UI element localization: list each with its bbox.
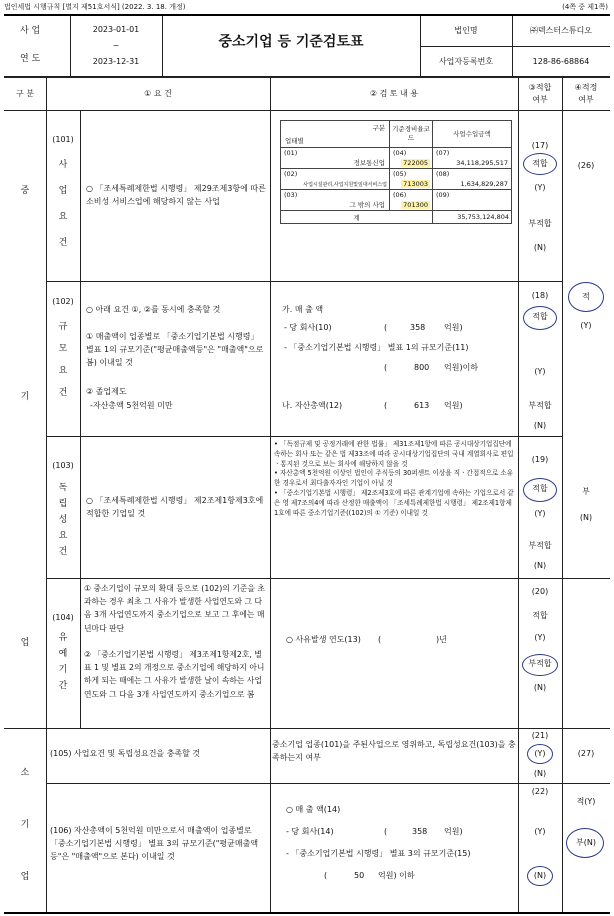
side-label-eop: 업	[20, 638, 30, 648]
unfit-n-21: (N)	[533, 769, 547, 778]
req-102-sales: ① 매출액이 업종별로 「중소기업기본법 시행령」 별표 1의 규모기준("평균매출액등"은 "매출액"으로 봄) 이내일 것	[86, 332, 264, 367]
req-104-1: ① 중소기업이 규모의 확대 등으로 (102)의 기준을 초과하는 경우 최초 그 사유가 발생한 사업연도와 그 다음 3개 사업연도까지 중소기업으로 보고 그 후에는 매년마다 판단	[84, 584, 265, 633]
side-label-eop2: 업	[20, 872, 30, 882]
table-row: (02) 사업시설관리,사업지원및임대서비스업 (05) 713003 (08) 1,634,829,287	[281, 169, 512, 190]
period-start: 2023-01-01	[92, 25, 140, 34]
col-header-fit-2: 여부	[532, 95, 548, 104]
review-105: 중소기업 업종(101)을 주된사업으로 영위하고, 독립성요건(103)을 충족하는지 여부	[272, 740, 516, 762]
page-title: 중소기업 등 기준검토표	[218, 34, 364, 50]
fit-code-22: (22)	[531, 787, 549, 796]
fit-code-21: (21)	[531, 731, 549, 740]
code-104: (104)	[52, 613, 74, 622]
review-102-standard-value: 800	[414, 363, 430, 372]
fit-20: 적합	[532, 611, 548, 620]
review-106-own-value: 358	[412, 827, 428, 836]
side-label-so: 소	[20, 768, 30, 778]
period-end: 2023-12-31	[92, 57, 140, 66]
req-101: ○ 「조세특례제한법 시행령」 제29조제3항에 따른 소비성 서비스업에 해당하지 않는 사업	[86, 184, 266, 206]
review-106-title: ○ 매 출 액(14)	[286, 805, 341, 814]
page-indicator: (4쪽 중 제1쪽)	[562, 3, 608, 11]
biz-number-value: 128-86-68864	[532, 57, 590, 66]
table-row: (01) 정보통신업 (04) 722005 (07) 34,118,295,517	[281, 148, 512, 169]
form-reference: 법인세법 시행규칙 [별지 제51호서식] (2022. 3. 18. 개정)	[4, 3, 186, 11]
adequacy-106-y: 적(Y)	[576, 797, 596, 806]
adequacy-27: (27)	[577, 749, 595, 758]
header-bottom-border	[4, 76, 610, 78]
review-103: • 「독점규제 및 공정거래에 관한 법률」 제31조제1항에 따른 공시대상기업집단에 속하는 회사 또는 같은 법 제33조에 따라 공시대상기업집단의 국내 계열회사로 편입ㆍ통지된 것으로 보는 회사에 해당하지 않을 것 • 자산총액 5천억원 이상인 법인이 주식등의 30퍼센트 이상을 직ㆍ간접적으로 소유한 경우로서 최다출자자인 기업이 아닐 것 • 「중소기업기본법 시행령」 제2조제3호에 따른 관계기업에 속하는 기업으로서 같은 영 제7조의4에 따라 산정한 매출액이 「조세특례제한법 시행령」 제2조제1항제1호에 따른 중소기업기준((102)의 ① 기준) 이내일 것	[274, 440, 514, 517]
top-border	[4, 14, 610, 16]
review-102-standard: - 「중소기업기본법 시행령」 별표 1의 규모기준(11)	[284, 343, 469, 352]
unfit-n-19: (N)	[533, 561, 547, 570]
fit-code-17: (17)	[531, 141, 549, 150]
unfit-18: 부적합	[528, 401, 552, 410]
req-106: (106) 자산총액이 5천억원 미만으로서 매출액이 업종별로 「중소기업기본법 시행령」 별표 3의 규모기준("평균매출액등"은 "매출액"으로 본다) 이내일 것	[50, 826, 259, 861]
adequacy-103-n: (N)	[579, 513, 593, 522]
side-label-gi: 기	[20, 392, 30, 402]
side-label-gi2: 기	[20, 820, 30, 830]
col-header-requirement: ① 요 건	[144, 89, 172, 98]
review-102-ga: 가. 매 출 액	[282, 305, 324, 314]
fit-y-18: (Y)	[534, 367, 546, 376]
unfit-n-20: (N)	[533, 683, 547, 692]
fit-code-20: (20)	[531, 587, 549, 596]
adequacy-26: (26)	[577, 161, 595, 170]
vert-102: 규 모 요 건	[58, 322, 68, 398]
fit-18: 적합	[532, 312, 548, 321]
fit-code-18: (18)	[531, 291, 549, 300]
adequacy-102: 적	[582, 292, 590, 301]
review-102-na: 나. 자산총액(12)	[282, 401, 343, 410]
fit-y-21: (Y)	[534, 749, 546, 758]
req-102-graduation: ② 졸업제도	[86, 387, 127, 396]
col-header-adequacy-2: 여부	[578, 95, 594, 104]
code-102: (102)	[52, 297, 74, 306]
adequacy-103: 부	[582, 487, 590, 496]
fit-17: 적합	[532, 159, 548, 168]
fit-19: 적합	[532, 484, 548, 493]
adequacy-106-n: 부(N)	[576, 838, 596, 847]
period-label-2: 연 도	[20, 54, 41, 64]
unfit-n-22: (N)	[533, 871, 547, 880]
table-row: (03) 그 밖의 사업 (06) 701300 (09)	[281, 190, 512, 211]
fit-y-22: (Y)	[534, 827, 546, 836]
unfit-17: 부적합	[528, 219, 552, 228]
period-label-1: 사 업	[20, 26, 41, 36]
colhead-bottom-border	[4, 110, 610, 111]
adequacy-102-y: (Y)	[580, 321, 592, 330]
req-103: ○ 「조세특례제한법 시행령」 제2조제1항제3호에 적합한 기업일 것	[86, 496, 264, 518]
unfit-20: 부적합	[528, 659, 552, 668]
corp-name-label: 법인명	[454, 26, 478, 35]
req-102-intro: ○ 아래 요건 ①, ②를 동시에 충족할 것	[86, 305, 221, 314]
col-header-adequacy-1: ④적정	[574, 83, 598, 92]
corp-name-value: ㈜덱스터스튜디오	[529, 26, 593, 35]
review-106-own: - 당 회사(14)	[286, 827, 334, 836]
vert-104: 유 예 기 간	[58, 633, 68, 691]
col-header-gubun: 구 분	[16, 89, 34, 98]
side-label-jung: 중	[20, 186, 30, 196]
fit-code-19: (19)	[531, 455, 549, 464]
bottom-border	[4, 912, 610, 914]
industry-table: 구분 업태별 기준경비율코드 사업수입금액 (01) 정보통신업 (04) 722005 (07) 34,118,295,517 (02) 사업시설관리,사업지원및임대서비스업 (05) 713003 (08) 1,634,829,287 (03) 그 밖의 사업 (06) 701300 (09) 계 35,753,124,804	[280, 120, 512, 224]
fit-y-19: (Y)	[534, 509, 546, 518]
period-tilde: ~	[112, 41, 120, 50]
review-106-standard: - 「중소기업기본법 시행령」 별표 3의 규모기준(15)	[286, 849, 471, 858]
unfit-19: 부적합	[528, 541, 552, 550]
review-104: ○ 사유발생 연도(13)	[286, 635, 361, 644]
code-103: (103)	[52, 461, 74, 470]
biz-number-label: 사업자등록번호	[438, 57, 494, 66]
table-total-row: 계 35,753,124,804	[281, 211, 512, 224]
fit-y-20: (Y)	[534, 633, 546, 642]
req-102-assets: -자산총액 5천억원 미만	[90, 401, 173, 410]
unfit-n-18: (N)	[533, 421, 547, 430]
review-102-own: - 당 회사(10)	[284, 323, 332, 332]
unfit-n-17: (N)	[533, 243, 547, 252]
vert-101: 사 업 요 건	[58, 160, 68, 248]
req-105: (105) 사업요건 및 독립성요건을 충족할 것	[50, 749, 201, 758]
col-header-fit-1: ③적합	[528, 83, 552, 92]
code-101: (101)	[52, 135, 74, 144]
review-106-standard-value: 50	[354, 871, 365, 880]
col-header-review: ② 검 토 내 용	[369, 89, 419, 98]
req-104-2: ② 「중소기업기본법 시행령」 제3조제1항제2호, 별표 1 및 별표 2의 개정으로 중소기업에 해당하지 아니하게 되는 때에는 그 사유가 발생한 날이 속하는 사업연도와 그 다음 3개 사업연도까지 중소기업으로 봄	[84, 650, 265, 699]
fit-y-17: (Y)	[534, 183, 546, 192]
review-102-assets-value: 613	[414, 401, 430, 410]
vert-103: 독 립 성 요 건	[58, 483, 68, 557]
review-102-own-value: 358	[410, 323, 426, 332]
